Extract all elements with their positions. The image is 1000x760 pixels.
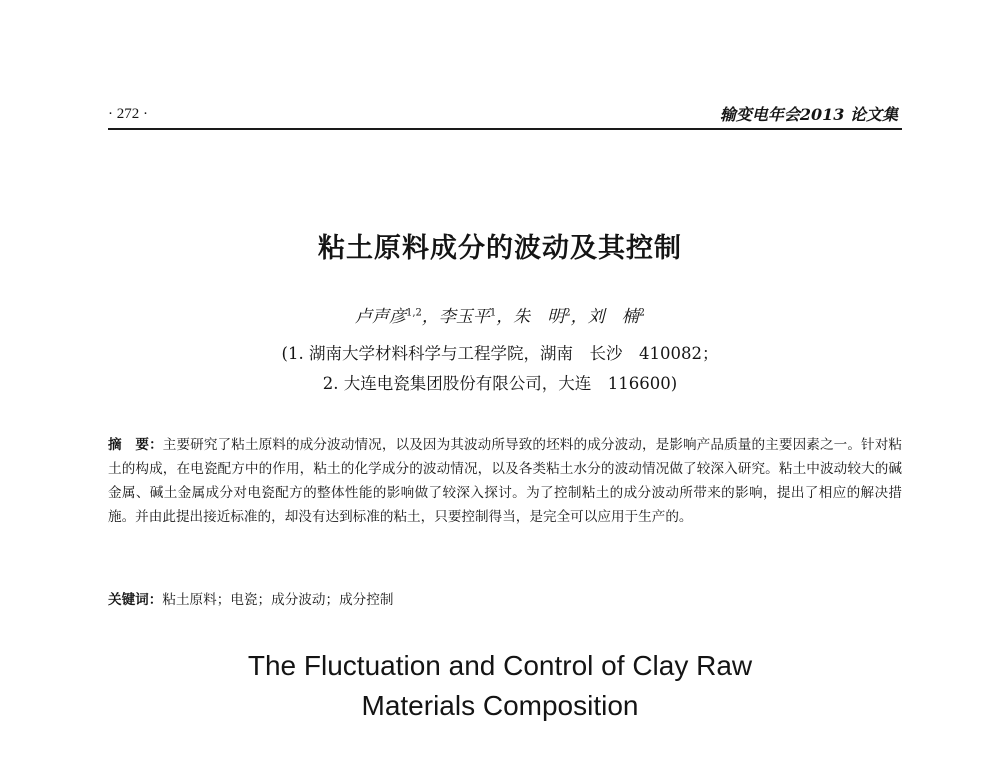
author-list bbox=[0, 302, 1000, 327]
english-title-line-1: The Fluctuation and Control of Clay Raw bbox=[247, 650, 753, 681]
author-affiliation-mark: 2 bbox=[638, 307, 646, 319]
abstract-text: 主要研究了粘土原料的成分波动情况，以及因为其波动所导致的坯料的成分波动，是影响产品质量的主要因素之一。针对粘土的构成，在电瓷配方中的作用，粘土的化学成分的波动情况，以及各类粘土水分的波动情况做了较深入研究。粘土中波动较大的碱金属、碱土金属成分对电瓷配方的整体性能的影响做了较深入探讨。为了控制粘土的成分波动所带来的影响，提出了相应的解决措施。并由此提出接近标准的，却没有达到标准的粘土，只要控制得当，是完全可以应用于生产的。 bbox=[108, 437, 902, 525]
paper-title-chinese: 粘土原料成分的波动及其控制 bbox=[318, 233, 682, 264]
author-separator: ， bbox=[421, 307, 439, 327]
affiliation-2: 2. 大连电瓷集团股份有限公司，大连 116600) bbox=[322, 374, 678, 393]
keywords-text: 粘土原料；电瓷；成分波动；成分控制 bbox=[162, 592, 394, 608]
affiliation-1: (1. 湖南大学材料科学与工程学院，湖南 长沙 410082； bbox=[281, 344, 719, 363]
header-divider bbox=[108, 128, 902, 130]
author-affiliation-mark: 1,2 bbox=[405, 307, 422, 319]
paper-title-english bbox=[0, 646, 1000, 726]
page-number: · 272 · bbox=[108, 106, 148, 122]
keywords bbox=[108, 588, 902, 608]
author-name: 刘 楠 bbox=[587, 307, 639, 327]
author-affiliation-mark: 1 bbox=[489, 307, 497, 319]
author-name: 李玉平 bbox=[438, 307, 490, 327]
abstract-label: 摘 要： bbox=[108, 437, 163, 453]
keywords-label: 关键词： bbox=[108, 592, 163, 608]
author-affiliation-mark: 2 bbox=[564, 307, 571, 319]
author-separator: ， bbox=[570, 307, 588, 327]
author-separator: ， bbox=[496, 307, 514, 327]
author-name: 卢声彦 bbox=[354, 307, 406, 327]
abstract bbox=[108, 433, 902, 529]
english-title-line-2: Materials Composition bbox=[361, 690, 639, 721]
author-name: 朱 明 bbox=[513, 307, 565, 327]
journal-title: 输变电年会2013 论文集 bbox=[719, 105, 898, 124]
page-header bbox=[108, 98, 898, 128]
